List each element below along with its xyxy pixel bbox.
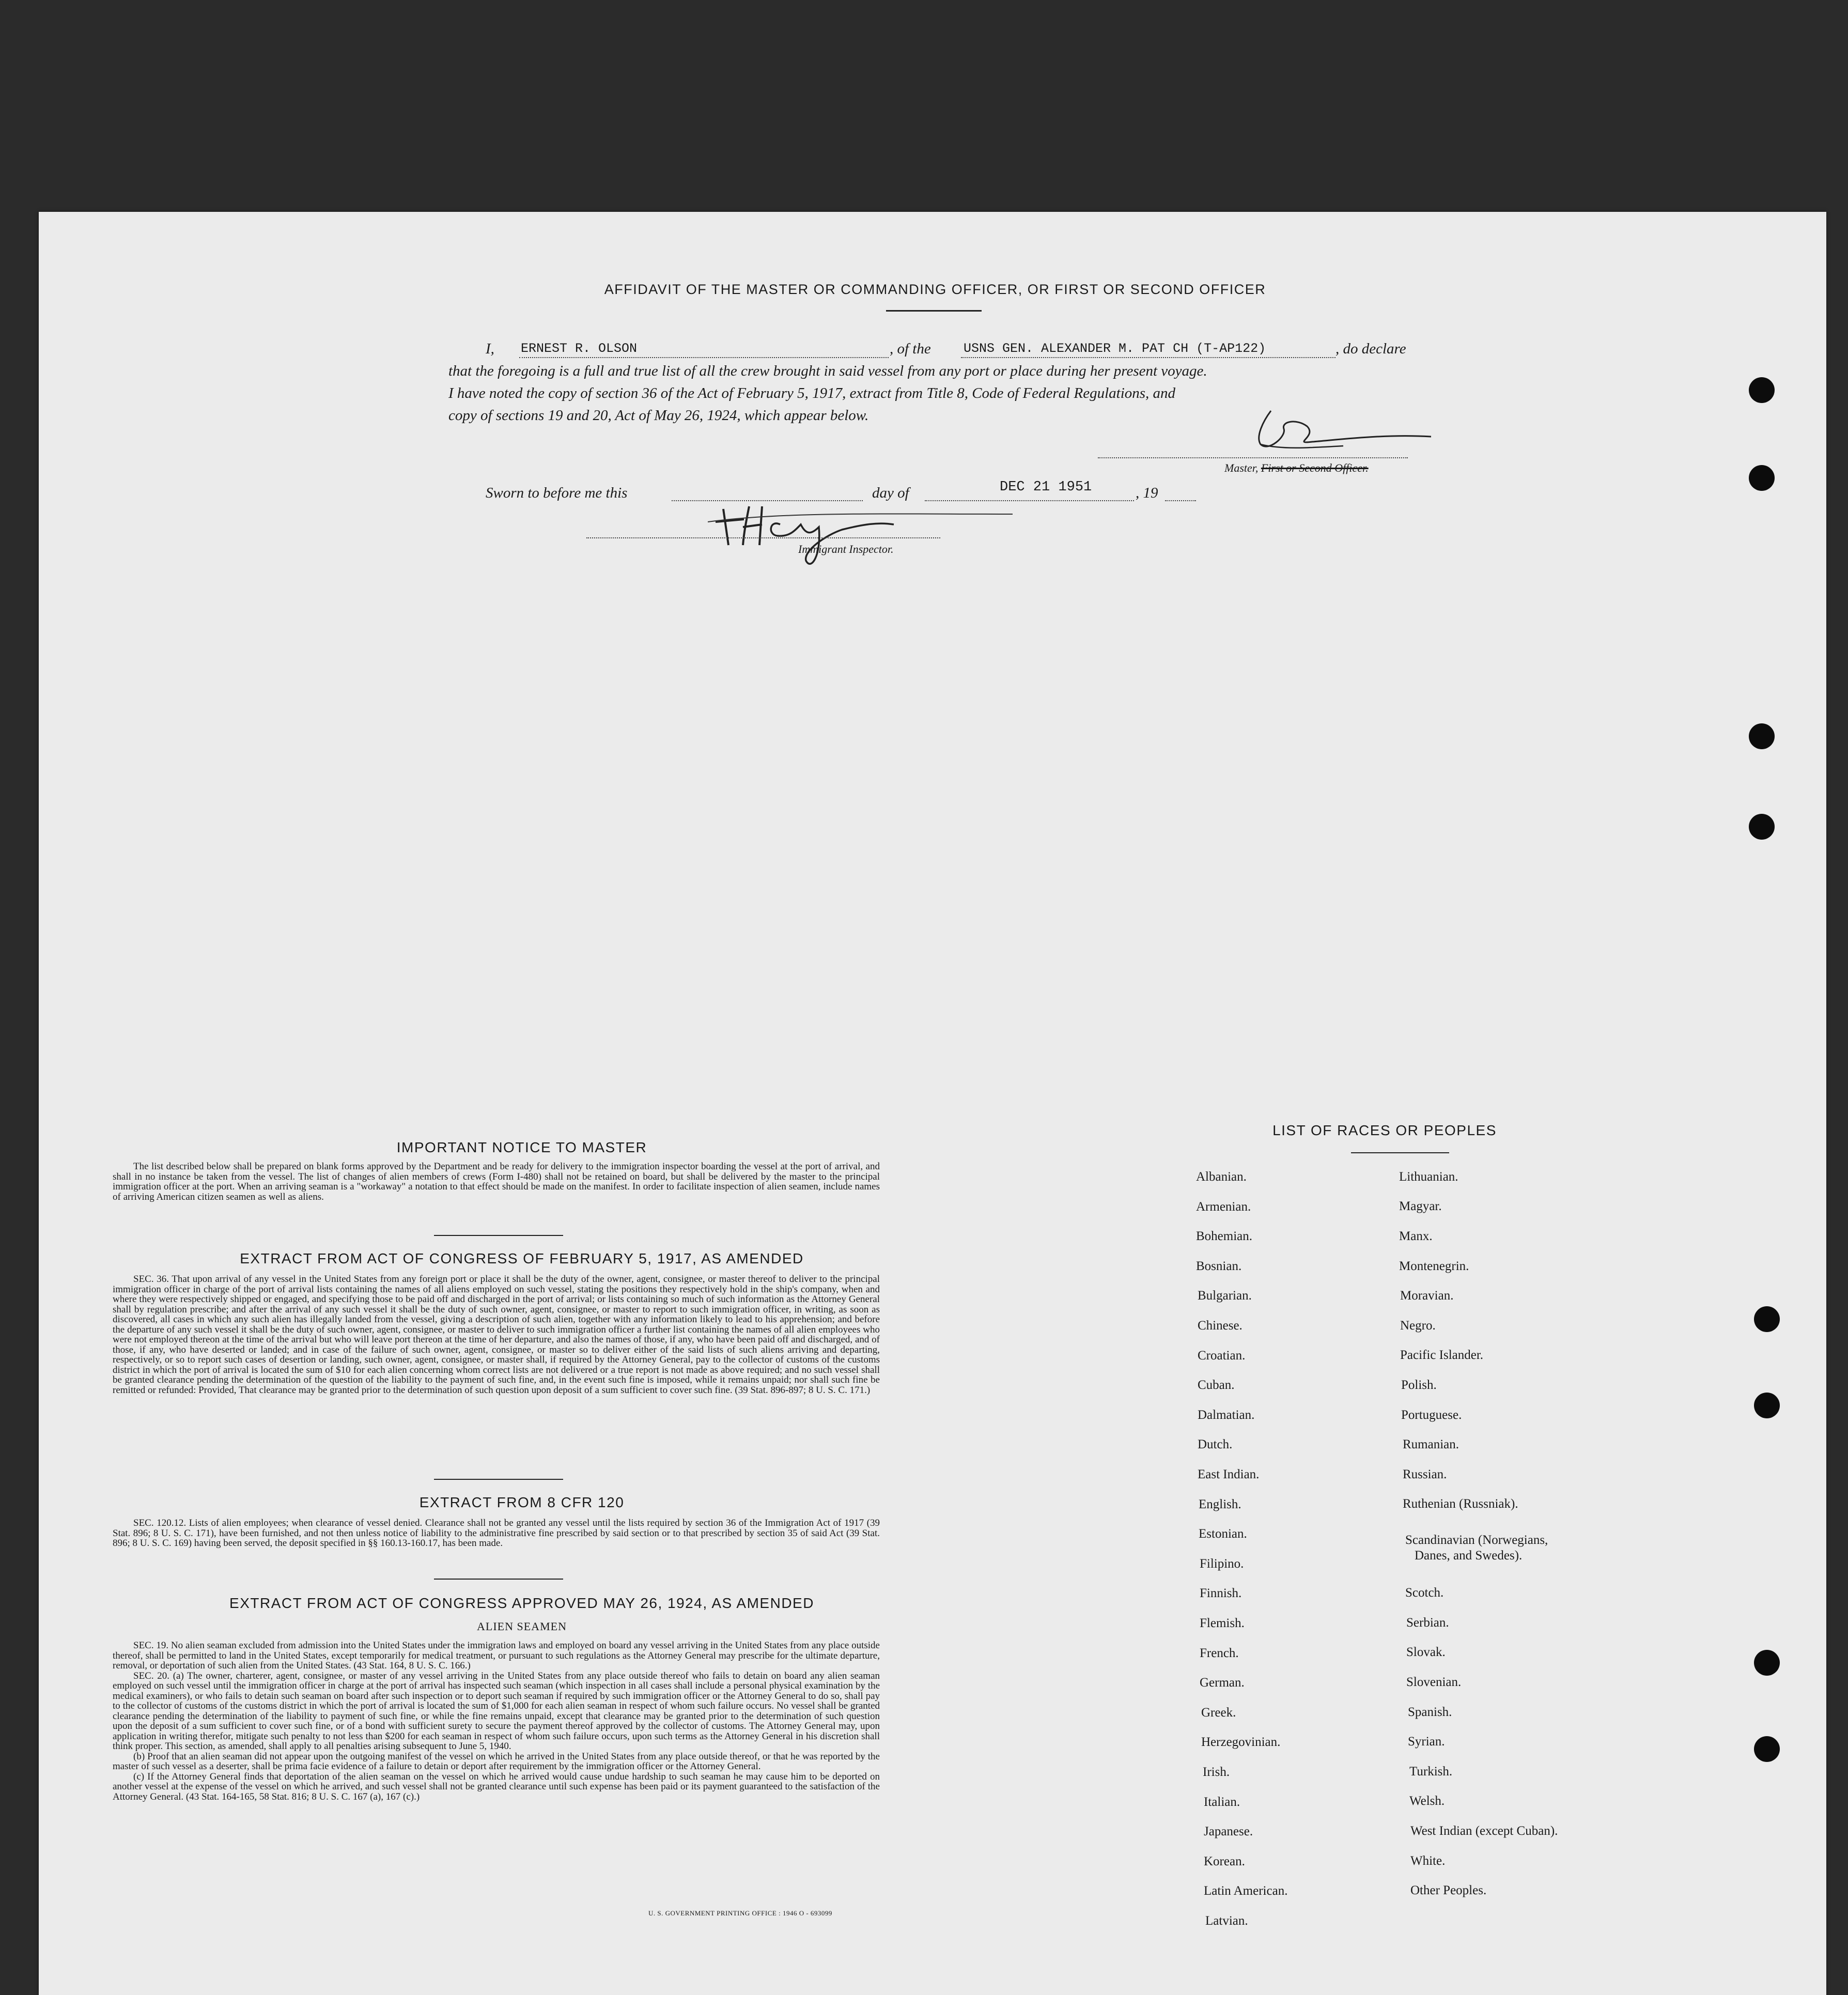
race-item: Turkish. (1409, 1765, 1453, 1779)
affidavit-i: I, (486, 341, 494, 357)
do-declare: , do declare (1335, 341, 1406, 357)
affidavit-title: AFFIDAVIT OF THE MASTER OR COMMANDING OFFICER, OR FIRST OR SECOND OFFICER (604, 282, 1266, 297)
race-item: Chinese. (1198, 1319, 1243, 1333)
sec20c-paragraph: (c) If the Attorney General finds that deportation of the alien seaman on the vessel on which he arrived would cause undue hardship to such seaman he may cause him to be deported on another vessel at the expense of the vessel on which he arrived, and such vessel shall not be granted clearance until such expense has been paid or its payment guaranteed to the satisfaction of the Attorney General. (43 Stat. 164-165, 58 Stat. 816; 8 U. S. C. 167 (a), 167 (c).) (113, 1771, 880, 1802)
notice-title: IMPORTANT NOTICE TO MASTER (396, 1139, 647, 1155)
race-item: German. (1200, 1676, 1245, 1690)
race-item: Moravian. (1400, 1289, 1454, 1303)
race-item: Bosnian. (1196, 1259, 1242, 1273)
race-item: Bulgarian. (1198, 1289, 1252, 1303)
race-item: Lithuanian. (1399, 1170, 1458, 1184)
binder-hole (1749, 377, 1775, 403)
race-item: Scandinavian (Norwegians, (1405, 1533, 1548, 1547)
year-line (1165, 500, 1196, 501)
race-item: Bohemian. (1196, 1229, 1253, 1244)
race-item: Negro. (1400, 1319, 1436, 1333)
divider (1351, 1152, 1449, 1153)
of-the: , of the (890, 341, 931, 357)
notice-paragraph: The list described below shall be prepared on blank forms approved by the Department and be ready for delivery to the immigration inspector boarding the vessel at the port of arrival, and shall in no instance be taken from the vessel. The list of changes of alien members of crews (Form I-480) shall not be retained on board, but shall be delivered by the master to the principal immigration officer at the port. When an arriving seaman is a "workaway" a notation to that effect should be made on the manifest. In order to facilitate inspection of alien seamen, include names of arriving American citizen seamen as well as aliens. (113, 1161, 880, 1202)
race-item: Croatian. (1198, 1348, 1246, 1363)
binder-hole (1754, 1393, 1780, 1418)
binder-hole (1754, 1650, 1780, 1676)
inspector-signature (708, 493, 1018, 576)
race-item: Spanish. (1408, 1705, 1452, 1719)
divider (434, 1479, 563, 1480)
sworn-date: DEC 21 1951 (1000, 480, 1092, 495)
races-title: LIST OF RACES OR PEOPLES (1272, 1122, 1497, 1138)
race-item: Herzegovinian. (1201, 1735, 1281, 1750)
race-item: Other Peoples. (1410, 1883, 1487, 1897)
divider (434, 1235, 563, 1236)
divider (886, 310, 982, 312)
sworn-label: Sworn to before me this (486, 485, 628, 501)
binder-hole (1749, 814, 1775, 840)
vessel-name: USNS GEN. ALEXANDER M. PAT CH (T-AP122) (964, 341, 1266, 356)
binder-hole (1749, 723, 1775, 749)
divider (434, 1579, 563, 1580)
cfr-title: EXTRACT FROM 8 CFR 120 (419, 1494, 625, 1510)
race-item: Armenian. (1196, 1199, 1251, 1214)
race-item: French. (1200, 1646, 1239, 1660)
master-signature-line (1098, 457, 1408, 458)
extract-1924-text (113, 1641, 880, 1802)
race-item: White. (1410, 1854, 1446, 1868)
affidavit-line-4: copy of sections 19 and 20, Act of May 26, 1924, which appear below. (448, 407, 869, 424)
race-item: Manx. (1399, 1229, 1433, 1243)
race-item: English. (1199, 1497, 1241, 1511)
race-item: Polish. (1401, 1378, 1437, 1392)
alien-seamen-subtitle: ALIEN SEAMEN (477, 1620, 567, 1633)
race-item: Irish. (1203, 1765, 1230, 1779)
name-line (519, 357, 889, 358)
race-item: Italian. (1204, 1795, 1240, 1809)
race-item: Magyar. (1399, 1199, 1442, 1213)
extract-1917-text (113, 1274, 880, 1395)
race-item: Rumanian. (1403, 1437, 1459, 1451)
vessel-line (961, 357, 1335, 358)
extract-1924-title: EXTRACT FROM ACT OF CONGRESS APPROVED MAY 26, 1924, AS AMENDED (229, 1595, 814, 1611)
race-item: Pacific Islander. (1400, 1348, 1484, 1362)
day-of-label: day of (872, 485, 909, 501)
binder-hole (1754, 1736, 1780, 1762)
sec20a-paragraph: SEC. 20. (a) The owner, charterer, agent, consignee, or master of any vessel arriving in the United States from any place outside thereof who fails to detain on board any alien seaman employed on such vessel until the immigration officer in charge at the port of arrival has inspected such seaman (which inspection in all cases shall include a personal physical examination by the medical examiners), or who fails to detain such seaman on board after such inspection or to deport such seaman if required by such immigration officer or the Attorney General to do so, shall pay to the collector of customs of the customs district in which the port of arrival is located the sum of $1,000 for each alien seaman in respect of whom such failure occurs. No vessel shall be granted clearance pending the determination of the liability to payment of such fine, or while the fine remains unpaid, except that clearance may be granted prior to the determination of such question upon the deposit of a sum sufficient to cover such fine, or of a bond with sufficient surety to secure the payment thereof approved by the collector of customs. The Attorney General may, upon application in writing therefor, mitigate such penalty to not less than $200 for each seaman in respect of whom such failure occurs, upon such terms as the Attorney General in his discretion shall think proper. This section, as amended, shall apply to all penalties arising subsequent to June 5, 1940. (113, 1670, 880, 1752)
master-name: ERNEST R. OLSON (521, 341, 638, 356)
master-label: Master, (1224, 461, 1259, 474)
race-item: Syrian. (1408, 1735, 1445, 1749)
year-prefix: , 19 (1136, 485, 1158, 501)
race-item: Japanese. (1204, 1824, 1253, 1839)
extract-1917-title: EXTRACT FROM ACT OF CONGRESS OF FEBRUARY 5, 1917, AS AMENDED (240, 1250, 804, 1266)
race-item: Scotch. (1405, 1586, 1444, 1600)
cfr-text (113, 1518, 880, 1549)
master-signature (1240, 400, 1436, 462)
race-item: Russian. (1403, 1467, 1447, 1481)
race-item: Dutch. (1198, 1437, 1233, 1452)
race-item: Cuban. (1198, 1378, 1235, 1393)
race-item: Greek. (1201, 1705, 1236, 1720)
race-item: Montenegrin. (1399, 1259, 1469, 1273)
inspector-label: Immigrant Inspector. (798, 543, 894, 555)
printer-imprint: U. S. GOVERNMENT PRINTING OFFICE : 1946 O - 693099 (648, 1909, 832, 1917)
race-item: Slovenian. (1406, 1675, 1462, 1689)
sec36-paragraph: SEC. 36. That upon arrival of any vessel in the United States from any foreign port or place it shall be the duty of the owner, agent, consignee, or master thereof to deliver to the principal immigration officer in charge of the port of arrival lists containing the names of all aliens employed on such vessel, stating the positions they respectively hold in the ship's company, when and where they were respectively shipped or engaged, and specifying those to be paid off and discharged in the port of arrival; or lists containing so much of such information as the Attorney General shall by regulation prescribe; and after the arrival of any such vessel it shall be the duty of such owner, agent, consignee, or master to report to such immigration officer, in writing, as soon as discovered, all cases in which any such alien has illegally landed from the vessel, giving a description of such alien, together with any information likely to lead to his apprehension; and before the departure of any such vessel it shall be the duty of such owner, agent, consignee, or master to deliver to such immigration officer a further list containing the names of all alien employees who were not employed thereon at the time of the arrival but who will leave port thereon at the time of her departure, and also the names of those, if any, who have been paid off and discharged, and of those, if any, who have deserted or landed; and in case of the failure of such owner, agent, consignee, or master so to deliver either of the said lists of such aliens arriving and departing, respectively, or so to report such cases of desertion or landing, such owner, agent, consignee, or master shall, if required by the Attorney General, pay to the collector of customs of the customs district in which the port of arrival is located the sum of $10 for each alien concerning whom correct lists are not delivered or a true report is not made as above required; and no such vessel shall be granted clearance pending the determination of the question of the liability to the payment of such fine, and, in the event such fine is imposed, while it remains unpaid; nor shall such fine be remitted or refunded: Provided, That clearance may be granted prior to the determination of such question upon deposit of a sum sufficient to cover such fine. (39 Stat. 896-897; 8 U. S. C. 171.) (113, 1274, 880, 1396)
race-item: Danes, and Swedes). (1415, 1549, 1523, 1563)
race-item: Albanian. (1196, 1170, 1247, 1184)
race-item: Finnish. (1200, 1586, 1242, 1601)
sec120-paragraph: SEC. 120.12. Lists of alien employees; when clearance of vessel denied. Clearance shall not be granted any vessel until the lists required by section 36 of the Immigration Act of 1917 (39 Stat. 896; 8 U. S. C. 171), have been furnished, and not then unless notice of liability to the administrative fine prescribed by said section or to that prescribed by section 35 of said Act (39 Stat. 896; 8 U. S. C. 169) having been served, the deposit specified in §§ 160.13-160.17, has been made. (113, 1518, 880, 1549)
affidavit-line-2: that the foregoing is a full and true list of all the crew brought in said vessel from any port or place during her present voyage. (448, 363, 1207, 379)
race-item: Estonian. (1199, 1527, 1247, 1541)
sec19-paragraph: SEC. 19. No alien seaman excluded from admission into the United States under the immigration laws and employed on board any vessel arriving in the United States from any place outside thereof, shall be permitted to land in the United States, except temporarily for medical treatment, or pursuant to such regulations as the Attorney General may prescribe for the ultimate departure, removal, or deportation of such alien from the United States. (43 Stat. 164, 8 U. S. C. 166.) (113, 1640, 880, 1671)
race-item: Serbian. (1406, 1616, 1449, 1630)
binder-hole (1754, 1306, 1780, 1332)
race-item: Ruthenian (Russniak). (1403, 1497, 1518, 1511)
notice-text (113, 1162, 880, 1202)
race-item: Latvian. (1205, 1914, 1248, 1928)
race-item: Filipino. (1200, 1556, 1244, 1571)
race-item: East Indian. (1198, 1467, 1260, 1481)
affidavit-line-3: I have noted the copy of section 36 of the Act of February 5, 1917, extract from Title 8, Code of Federal Regulations, and (448, 385, 1176, 401)
binder-hole (1749, 465, 1775, 491)
race-item: Portuguese. (1401, 1408, 1462, 1422)
master-label-group (1224, 461, 1369, 475)
race-item: Flemish. (1200, 1616, 1245, 1630)
race-item: Slovak. (1406, 1645, 1446, 1659)
race-item: Dalmatian. (1198, 1408, 1255, 1422)
sec20b-paragraph: (b) Proof that an alien seaman did not appear upon the outgoing manifest of the vessel on which he arrived in the United States from any place outside thereof, or that he was reported by the master of such vessel as a deserter, shall be prima facie evidence of a failure to detain or deport after requirement by the immigration officer or the Attorney General. (113, 1751, 880, 1772)
race-item: West Indian (except Cuban). (1410, 1824, 1558, 1838)
race-item: Welsh. (1409, 1794, 1445, 1808)
inspector-signature-line (586, 537, 940, 538)
race-item: Korean. (1204, 1854, 1245, 1868)
race-item: Latin American. (1204, 1884, 1288, 1898)
struck-officer-label: First or Second Officer. (1261, 461, 1369, 474)
